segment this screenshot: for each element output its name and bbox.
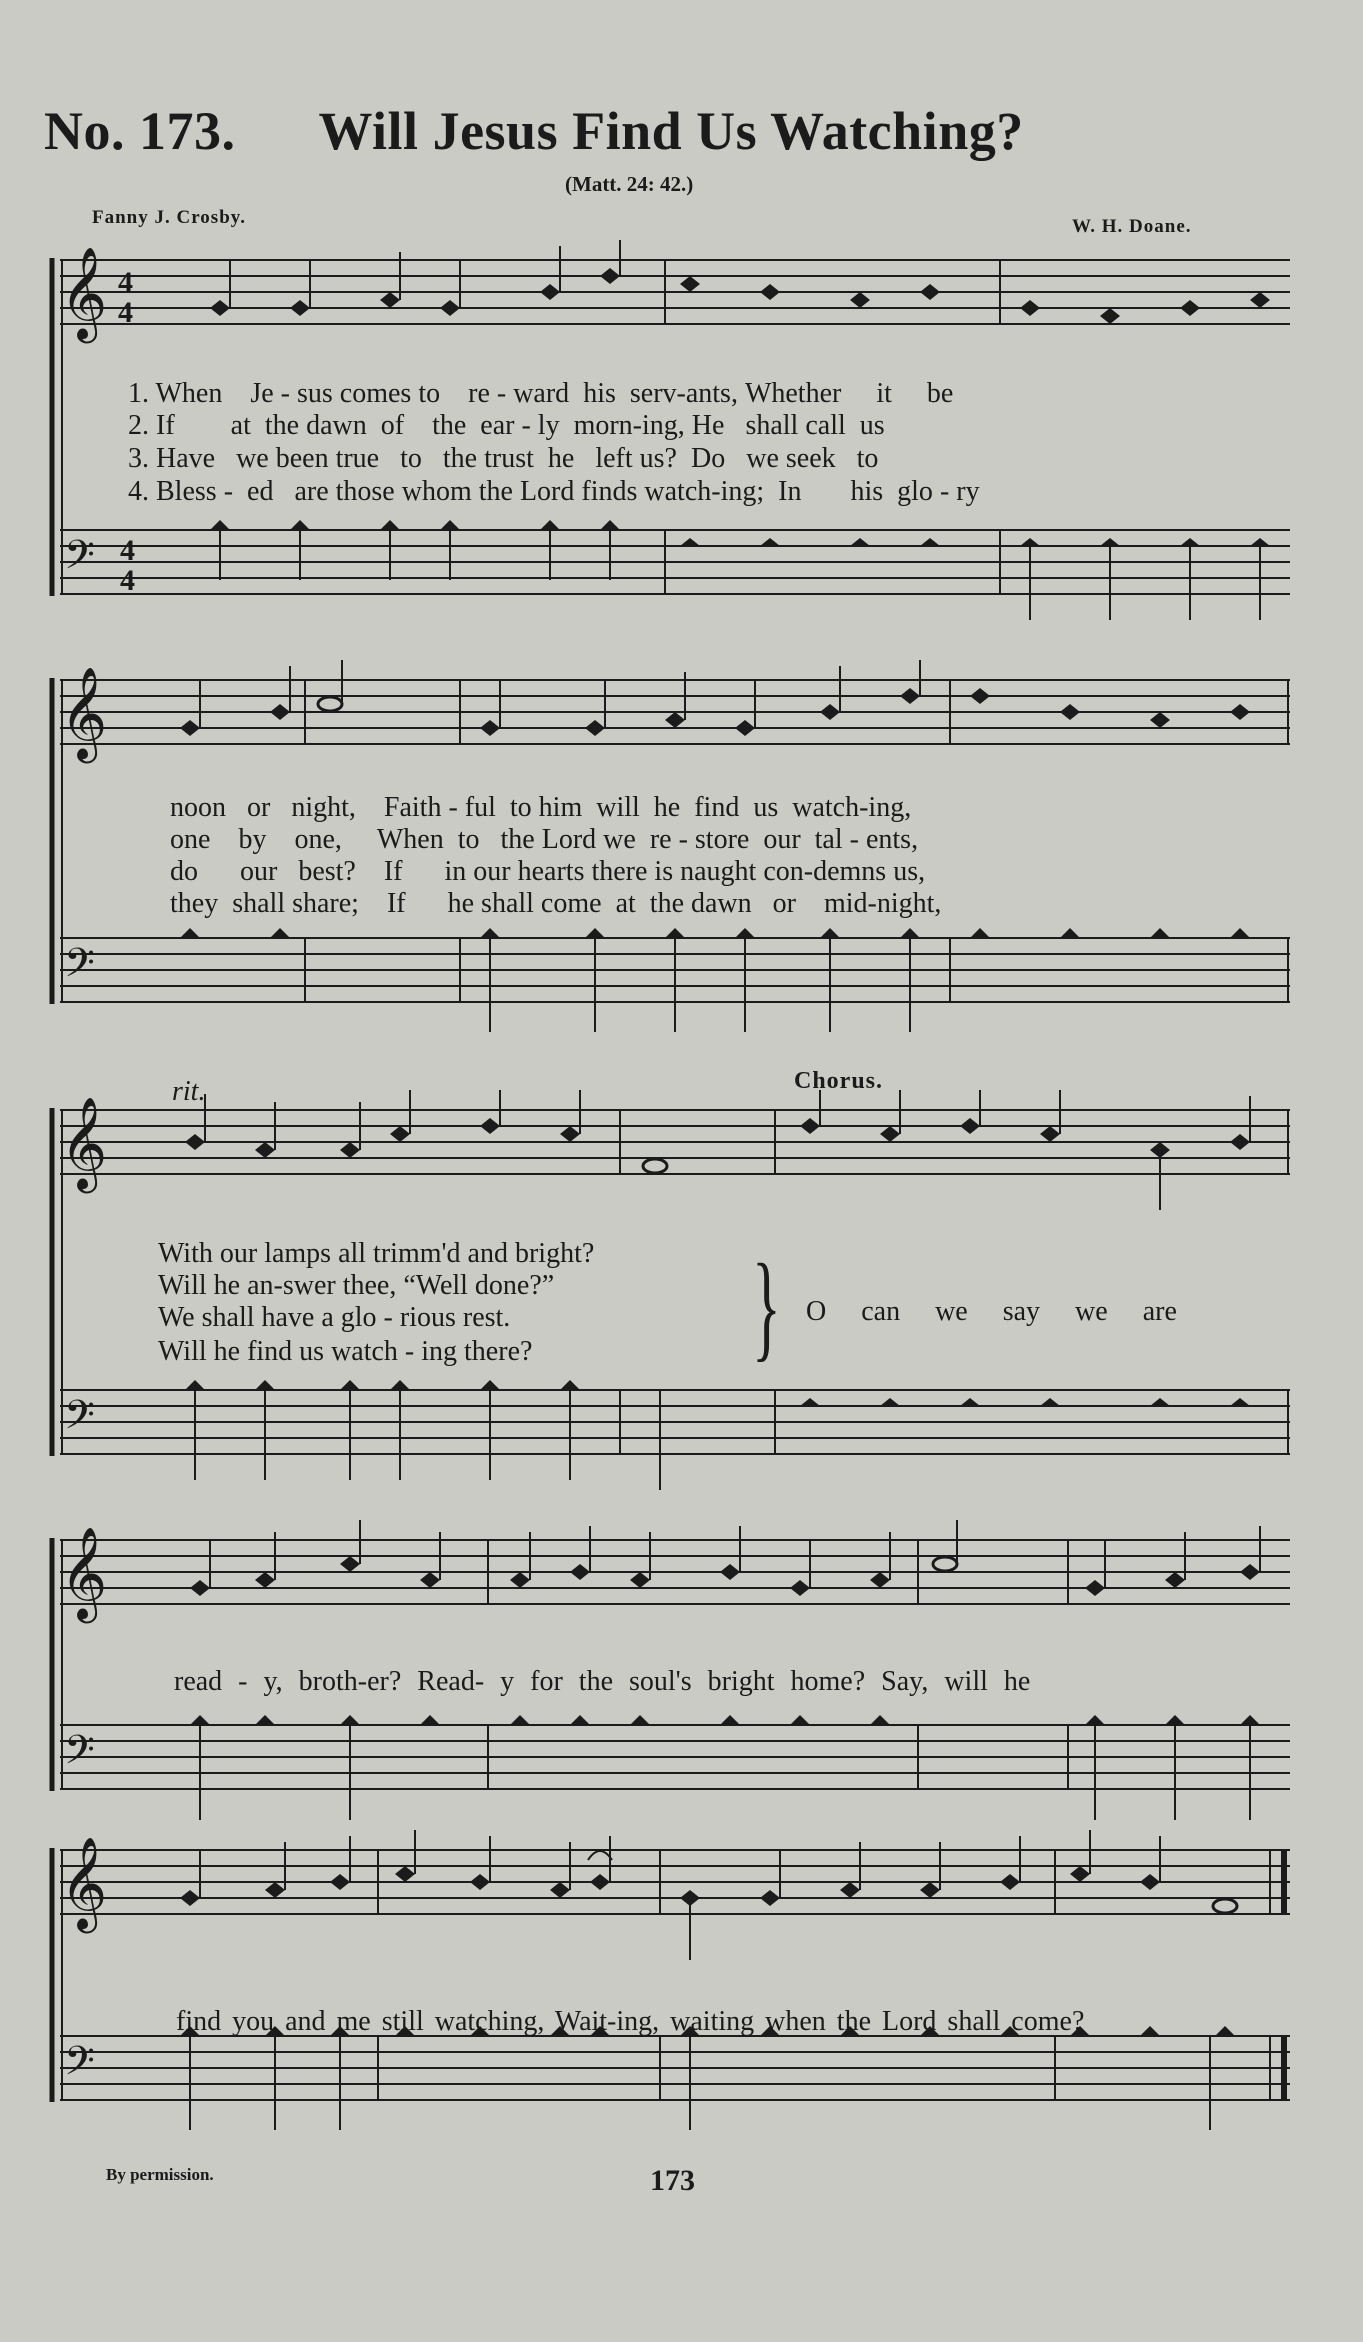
verse-2-line-1: 2. If at the dawn of the ear - ly morn-ing, He shall call us: [128, 410, 885, 441]
verse-4-line-2: they shall share; If he shall come at the dawn or mid-night,: [170, 888, 942, 919]
svg-text:𝄞: 𝄞: [60, 1096, 108, 1189]
svg-text:𝄢: 𝄢: [64, 1727, 95, 1783]
svg-text:𝄢: 𝄢: [64, 2038, 95, 2094]
verse-3-line-3: We shall have a glo - rious rest.: [158, 1302, 511, 1333]
svg-text:4: 4: [120, 564, 135, 597]
verse-3-line-2: do our best? If in our hearts there is naught con-demns us,: [170, 856, 926, 887]
verse-1-line-2: noon or night, Faith - ful to him will he find us watch-ing,: [170, 792, 912, 823]
hymn-number: No. 173.: [44, 101, 236, 161]
page-number: 173: [650, 2164, 695, 2197]
svg-text:4: 4: [118, 266, 133, 299]
svg-text:𝄞: 𝄞: [60, 1836, 108, 1929]
svg-text:𝄢: 𝄢: [64, 1392, 95, 1448]
chorus-line-1: O can we say we are: [806, 1296, 1177, 1327]
verse-3-line-1: 3. Have we been true to the trust he left us? Do we seek to: [128, 443, 879, 474]
composer-credit: W. H. Doane.: [1072, 216, 1192, 237]
chorus-line-3: find you and me still watching, Wait-ing, waiting when the Lord shall come?: [176, 2006, 1085, 2037]
svg-text:4: 4: [118, 296, 133, 329]
svg-text:𝄞: 𝄞: [60, 1526, 108, 1619]
svg-text:𝄢: 𝄢: [64, 940, 95, 996]
svg-text:4: 4: [120, 534, 135, 567]
svg-text:𝄢: 𝄢: [64, 532, 95, 588]
music-system-5: [0, 1830, 1363, 2170]
tempo-marking: rit.: [172, 1076, 206, 1107]
verse-2-line-3: Will he an-swer thee, “Well done?”: [158, 1270, 555, 1301]
svg-text:𝄞: 𝄞: [60, 666, 108, 759]
verse-4-line-3: Will he find us watch - ing there?: [158, 1336, 533, 1367]
chorus-line-2: read - y, broth-er? Read- y for the soul's bright home? Say, will he: [174, 1666, 1031, 1697]
verse-1-line-3: With our lamps all trimm'd and bright?: [158, 1238, 595, 1269]
verse-4-line-1: 4. Bless - ed are those whom the Lord finds watch-ing; In his glo - ry: [128, 476, 980, 507]
permission-note: By permission.: [106, 2165, 214, 2184]
scripture-reference: (Matt. 24: 42.): [565, 172, 694, 196]
lyricist-credit: Fanny J. Crosby.: [92, 207, 246, 228]
verse-2-line-2: one by one, When to the Lord we re - store our tal - ents,: [170, 824, 919, 855]
svg-text:𝄞: 𝄞: [60, 246, 108, 339]
verse-1-line-1: 1. When Je - sus comes to re - ward his serv-ants, Whether it be: [128, 378, 954, 409]
chorus-label: Chorus.: [794, 1068, 884, 1094]
hymn-title-line: [44, 100, 1344, 162]
hymn-title: Will Jesus Find Us Watching?: [318, 101, 1024, 161]
verse-brace: }: [752, 1239, 781, 1372]
